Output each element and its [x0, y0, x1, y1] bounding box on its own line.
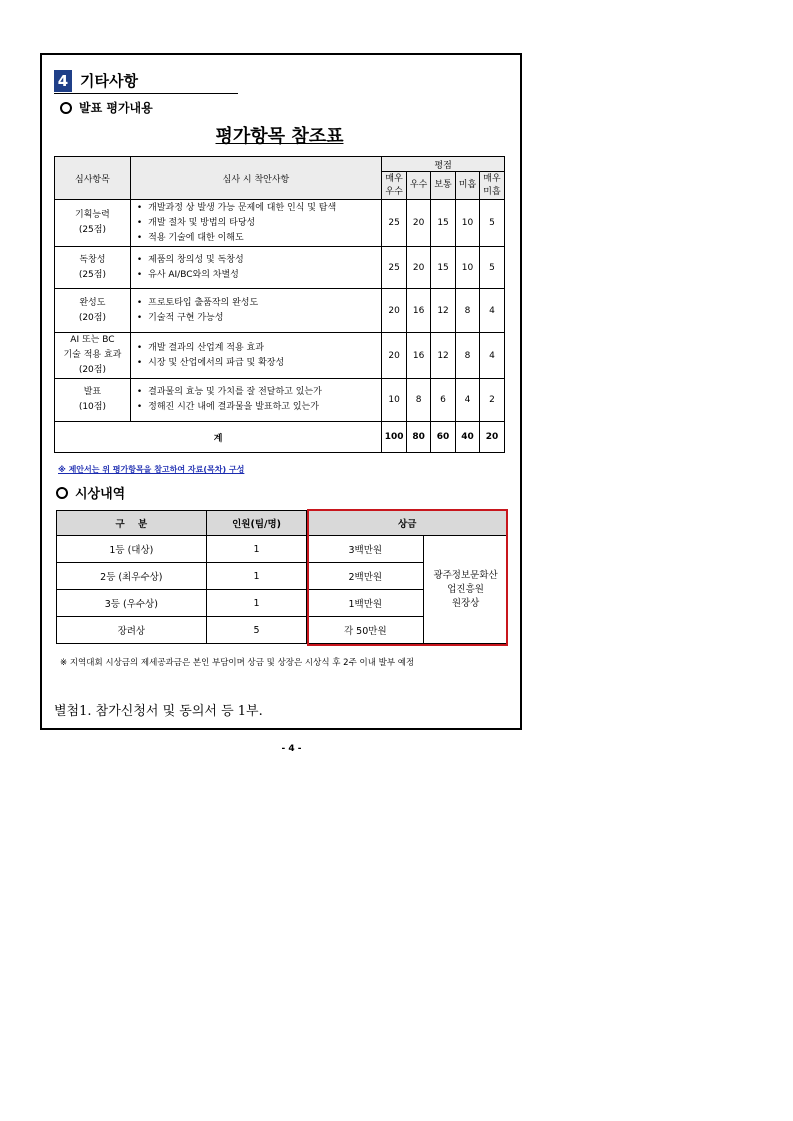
- score-cell: 2: [479, 379, 504, 422]
- category-cell: AI 또는 BC 기술 적용 효과 (20점): [55, 333, 131, 379]
- award-prize-cell: 3백만원: [307, 536, 424, 563]
- award-rank-cell: 3등 (우수상): [57, 590, 207, 617]
- table-row: [57, 536, 508, 563]
- header-grade: 보통: [431, 172, 456, 200]
- score-cell: 4: [479, 333, 504, 379]
- header-grade: 매우 미흡: [479, 172, 504, 200]
- awards-header-rank: 구 분: [57, 511, 207, 536]
- score-cell: 8: [407, 379, 431, 422]
- criteria-item: • 개발 결과의 산업계 적용 효과: [137, 341, 381, 356]
- score-cell: 20: [382, 333, 407, 379]
- table-row: [55, 379, 505, 422]
- award-rank-cell: 2등 (최우수상): [57, 563, 207, 590]
- awards-header-count: 인원(팀/명): [206, 511, 307, 536]
- table-row: [55, 247, 505, 289]
- total-label: 계: [55, 422, 382, 453]
- score-cell: 12: [431, 289, 456, 333]
- awards-footnote: ※ 지역대회 시상금의 제세공과금은 본인 부담이며 상금 및 상장은 시상식 후 2주 이내 발부 예정: [60, 658, 415, 668]
- table-row: [55, 289, 505, 333]
- award-rank-cell: 장려상: [57, 617, 207, 644]
- table-title: 평가항목 참조표: [215, 126, 344, 147]
- header-grade: 매우 우수: [382, 172, 407, 200]
- score-cell: 15: [431, 200, 456, 247]
- score-cell: 5: [479, 200, 504, 247]
- score-cell: 20: [382, 289, 407, 333]
- score-cell: 4: [479, 289, 504, 333]
- criteria-cell: [130, 247, 381, 289]
- total-score-cell: 80: [407, 422, 431, 453]
- score-cell: 8: [456, 333, 480, 379]
- header-grade: 미흡: [456, 172, 480, 200]
- total-score-cell: 20: [479, 422, 504, 453]
- award-count-cell: 5: [206, 617, 307, 644]
- criteria-item: • 프로토타입 출품작의 완성도: [137, 296, 381, 311]
- score-cell: 4: [456, 379, 480, 422]
- section-number: 4: [54, 70, 72, 92]
- award-rank-cell: 1등 (대상): [57, 536, 207, 563]
- score-cell: 10: [382, 379, 407, 422]
- table-row: [55, 333, 505, 379]
- awards-heading: [56, 483, 125, 502]
- score-cell: 20: [407, 200, 431, 247]
- criteria-cell: [130, 289, 381, 333]
- criteria-item: • 결과물의 효능 및 가치를 잘 전달하고 있는가: [137, 385, 381, 400]
- criteria-item: • 정해진 시간 내에 결과물을 발표하고 있는가: [137, 400, 381, 415]
- category-cell: 완성도 (20점): [55, 289, 131, 333]
- category-cell: 독창성 (25점): [55, 247, 131, 289]
- awards-header-prize: 상금: [307, 511, 508, 536]
- criteria-item: • 개발과정 상 발생 가능 문제에 대한 인식 및 탐색: [137, 201, 381, 216]
- total-row: [55, 422, 505, 453]
- total-score-cell: 60: [431, 422, 456, 453]
- award-count-cell: 1: [206, 536, 307, 563]
- award-prize-cell: 2백만원: [307, 563, 424, 590]
- score-cell: 10: [456, 200, 480, 247]
- circle-bullet-icon: [60, 102, 72, 114]
- section-title: 기타사항: [80, 72, 138, 90]
- award-name-cell: 광주정보문화산 업진흥원 원장상: [424, 536, 508, 644]
- awards-heading-text: 시상내역: [75, 487, 126, 502]
- header-category: 심사항목: [55, 157, 131, 200]
- page-number: - 4 -: [281, 744, 302, 754]
- score-cell: 12: [431, 333, 456, 379]
- criteria-cell: [130, 379, 381, 422]
- awards-table: [56, 510, 508, 644]
- evaluation-table: [54, 156, 505, 453]
- section-header: [54, 68, 238, 94]
- criteria-item: • 적용 기술에 대한 이해도: [137, 231, 381, 246]
- award-count-cell: 1: [206, 590, 307, 617]
- score-cell: 16: [407, 333, 431, 379]
- proposal-note[interactable]: ※ 제안서는 위 평가항목을 참고하여 자료(목차) 구성: [58, 465, 245, 474]
- header-criteria: 심사 시 착안사항: [130, 157, 381, 200]
- score-cell: 10: [456, 247, 480, 289]
- criteria-item: • 제품의 창의성 및 독창성: [137, 253, 381, 268]
- presentation-heading: [60, 99, 153, 116]
- criteria-item: • 유사 AI/BC와의 차별성: [137, 268, 381, 283]
- category-cell: 발표 (10점): [55, 379, 131, 422]
- score-cell: 8: [456, 289, 480, 333]
- score-cell: 16: [407, 289, 431, 333]
- score-cell: 25: [382, 247, 407, 289]
- header-grade: 우수: [407, 172, 431, 200]
- total-score-cell: 40: [456, 422, 480, 453]
- criteria-cell: [130, 333, 381, 379]
- circle-bullet-icon: [56, 487, 68, 499]
- award-prize-cell: 각 50만원: [307, 617, 424, 644]
- score-cell: 20: [407, 247, 431, 289]
- score-cell: 5: [479, 247, 504, 289]
- category-cell: 기획능력 (25점): [55, 200, 131, 247]
- criteria-cell: [130, 200, 381, 247]
- award-count-cell: 1: [206, 563, 307, 590]
- table-row: [55, 200, 505, 247]
- presentation-heading-text: 발표 평가내용: [79, 101, 153, 115]
- award-prize-cell: 1백만원: [307, 590, 424, 617]
- criteria-item: • 시장 및 산업에서의 파급 및 확장성: [137, 356, 381, 371]
- total-score-cell: 100: [382, 422, 407, 453]
- score-cell: 25: [382, 200, 407, 247]
- score-cell: 15: [431, 247, 456, 289]
- criteria-item: • 개발 절차 및 방법의 타당성: [137, 216, 381, 231]
- header-score: 평점: [382, 157, 505, 172]
- attachment-line: 별첨1. 참가신청서 및 동의서 등 1부.: [54, 704, 263, 719]
- criteria-item: • 기술적 구현 가능성: [137, 311, 381, 326]
- score-cell: 6: [431, 379, 456, 422]
